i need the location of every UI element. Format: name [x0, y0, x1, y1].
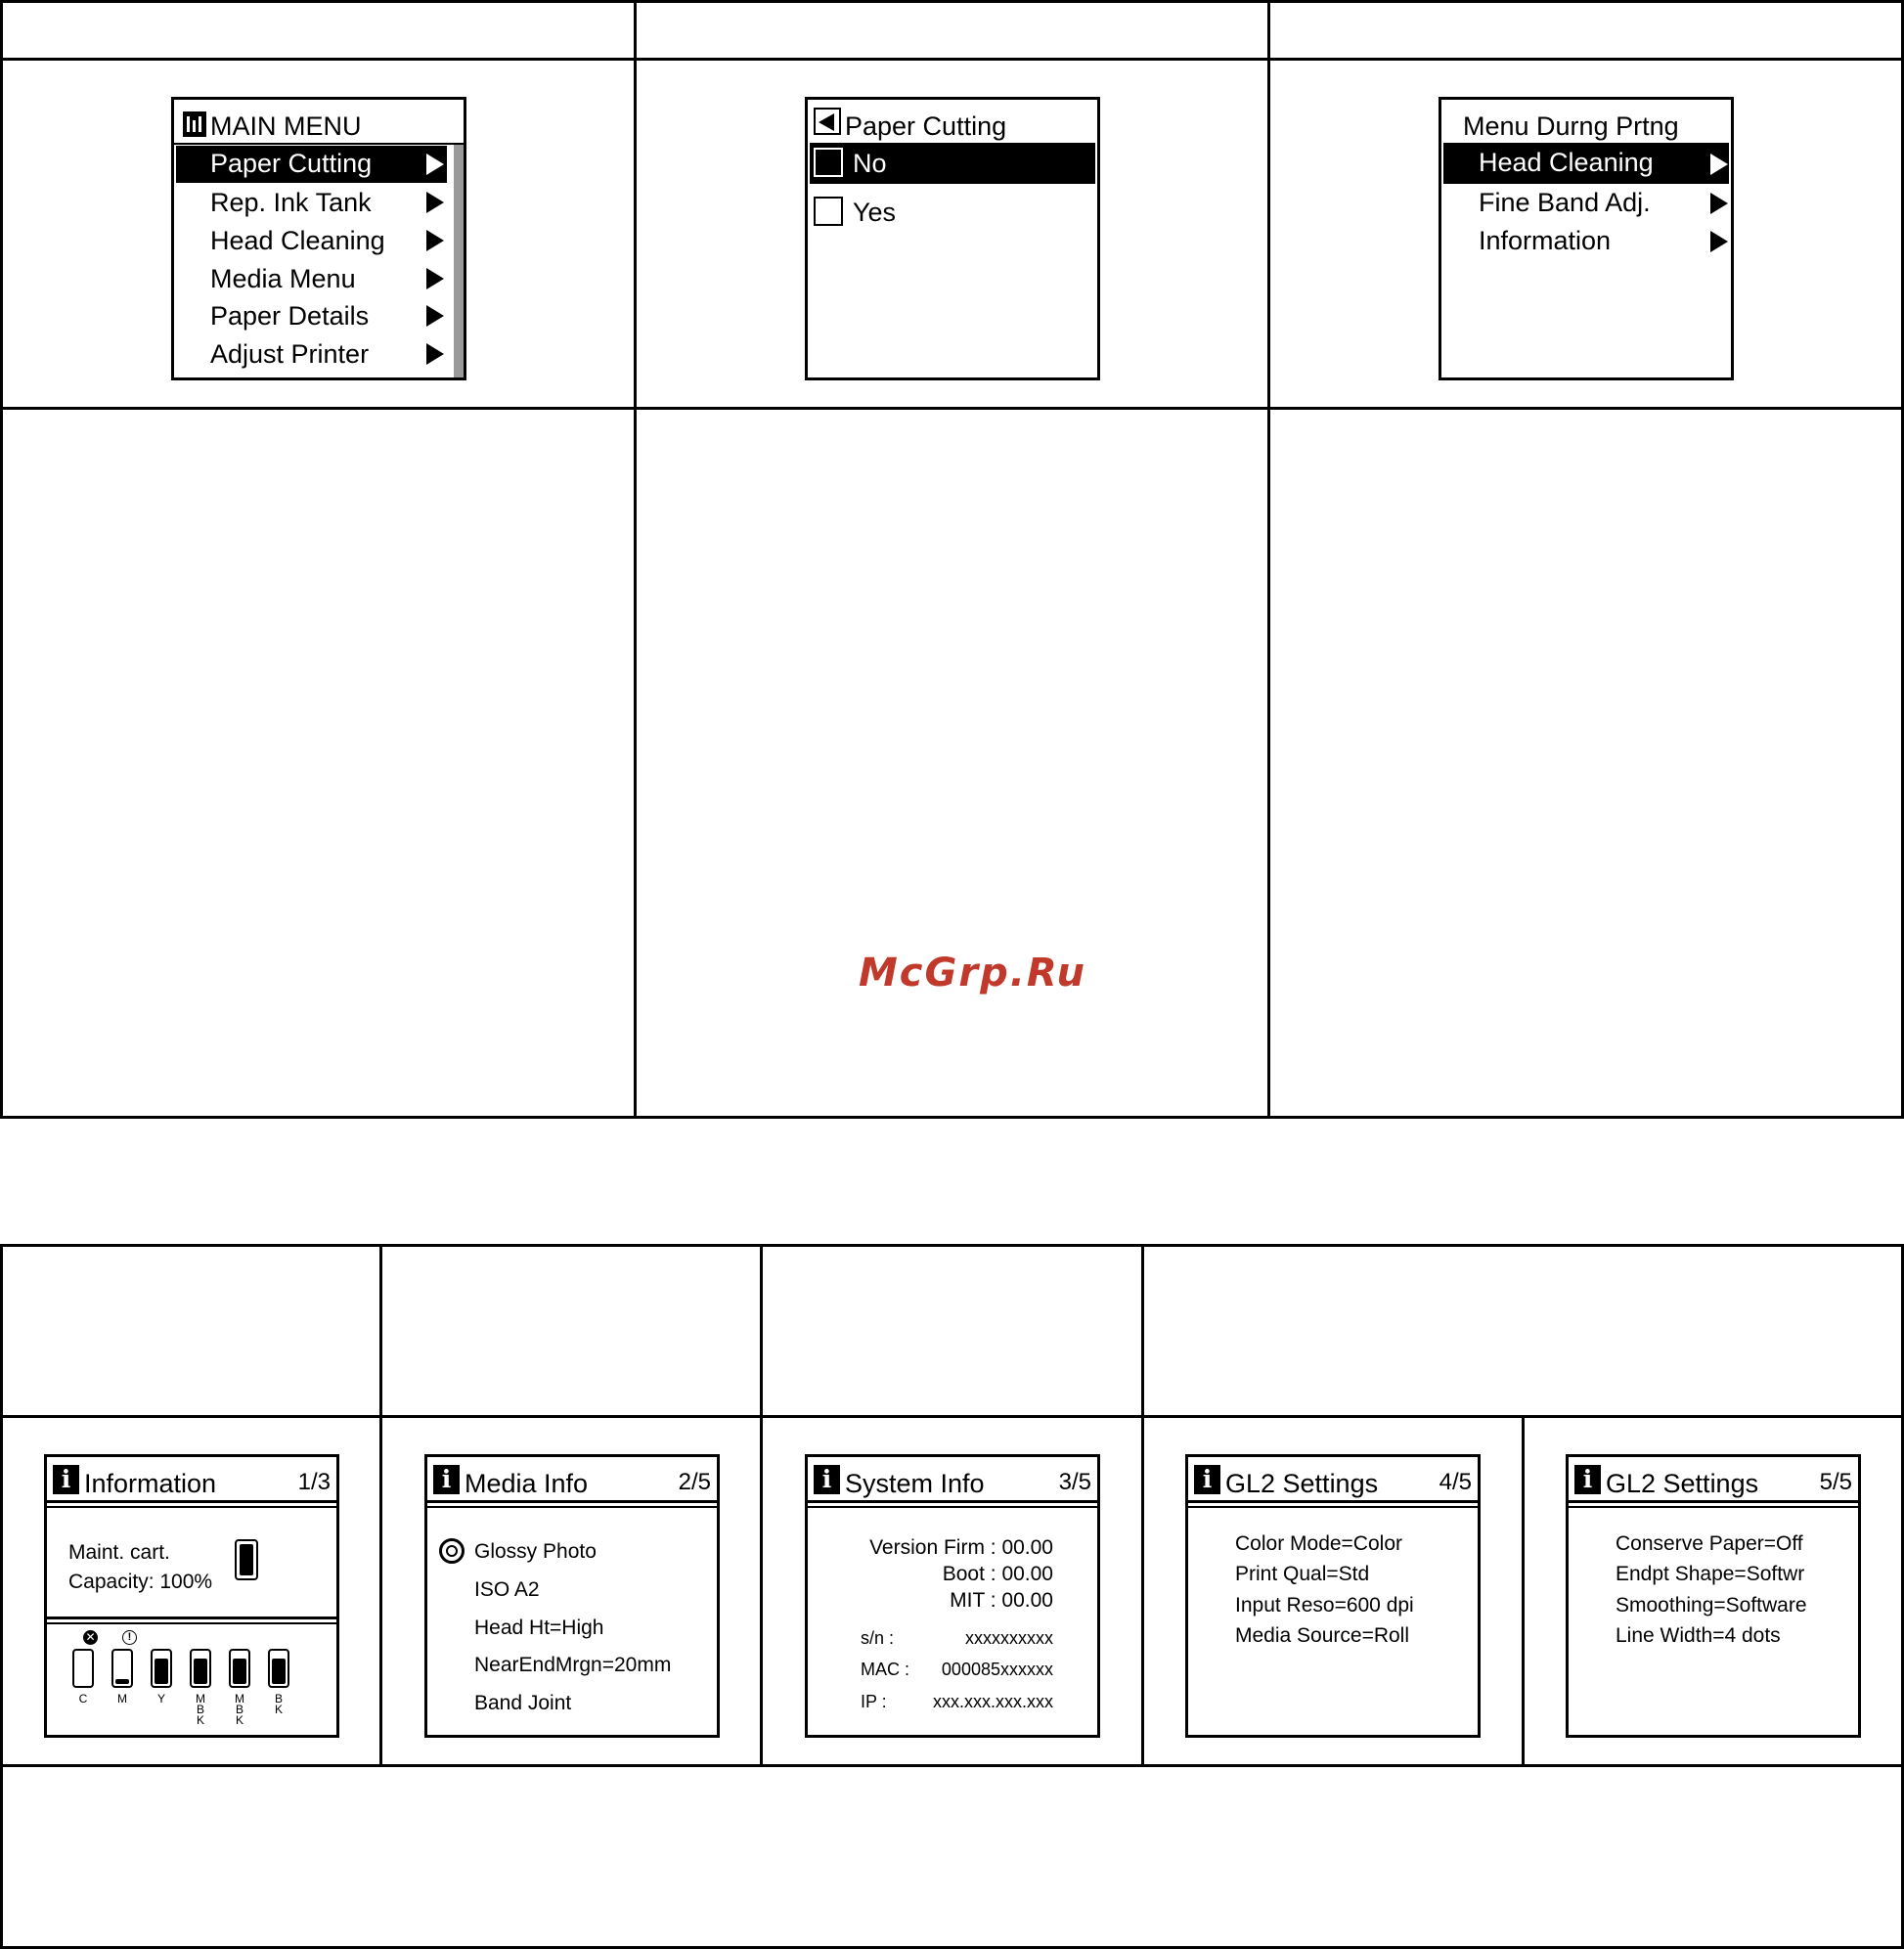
ink-tank-gauge [190, 1649, 211, 1688]
mit-version: MIT : 00.00 [950, 1589, 1053, 1612]
paper-cutting-screen [805, 97, 1100, 380]
menu-during-printing-screen [1439, 97, 1734, 380]
menu-item-head-cleaning[interactable]: Head Cleaning [1479, 148, 1654, 177]
information-title: Information [84, 1469, 217, 1498]
info-icon: i [1194, 1465, 1220, 1494]
submenu-arrow-icon [1710, 231, 1728, 252]
back-arrow-icon[interactable] [814, 108, 841, 135]
boot-version: Boot : 00.00 [942, 1563, 1053, 1585]
ink-tank-gauge [72, 1649, 94, 1688]
ink-color-label: M [117, 1692, 127, 1705]
information-screen [44, 1454, 339, 1738]
ink-color-label: B K [274, 1692, 283, 1716]
roll-media-icon [439, 1538, 465, 1564]
ink-color-label: C [78, 1692, 88, 1705]
option-no[interactable]: No [853, 149, 887, 178]
maintenance-cartridge-icon [235, 1539, 258, 1580]
endpoint-shape: Endpt Shape=Softwr [1616, 1563, 1805, 1585]
print-quality: Print Qual=Std [1235, 1563, 1370, 1585]
menu-during-printing-title: Menu Durng Prtng [1463, 111, 1679, 141]
paper-cutting-title: Paper Cutting [845, 111, 1007, 141]
submenu-arrow-icon [426, 154, 444, 175]
ink-tank-gauge [151, 1649, 172, 1688]
serial-value: xxxxxxxxxx [965, 1628, 1053, 1648]
submenu-arrow-icon [1710, 193, 1728, 214]
media-type: Glossy Photo [474, 1540, 597, 1563]
band-joint: Band Joint [474, 1692, 572, 1714]
color-mode: Color Mode=Color [1235, 1532, 1402, 1555]
ink-level-fill [155, 1659, 168, 1684]
input-resolution: Input Reso=600 dpi [1235, 1594, 1414, 1617]
submenu-arrow-icon [1710, 154, 1728, 175]
serial-label: s/n : [861, 1628, 895, 1648]
ink-tank-gauge [229, 1649, 250, 1688]
ink-level-fill [194, 1659, 207, 1684]
submenu-arrow-icon [426, 192, 444, 213]
page-indicator: 1/3 [297, 1469, 331, 1495]
checkbox-no[interactable] [814, 148, 843, 177]
line-width: Line Width=4 dots [1616, 1624, 1781, 1647]
checkbox-yes[interactable] [814, 197, 843, 226]
printer-icon [183, 111, 206, 137]
watermark-text: McGrp.Ru [859, 951, 1086, 996]
error-icon: ✕ [83, 1630, 98, 1645]
ink-color-label: M B K [235, 1692, 244, 1727]
media-info-screen [424, 1454, 720, 1738]
ip-label: IP : [861, 1692, 887, 1711]
system-info-screen [805, 1454, 1100, 1738]
near-end-margin: NearEndMrgn=20mm [474, 1654, 672, 1676]
ink-level-fill [272, 1659, 286, 1684]
info-icon: i [53, 1465, 79, 1494]
head-height: Head Ht=High [474, 1617, 604, 1639]
menu-item-paper-details[interactable]: Paper Details [210, 301, 370, 331]
option-yes[interactable]: Yes [853, 198, 897, 227]
ink-level-fill [115, 1679, 129, 1684]
page-indicator: 4/5 [1439, 1469, 1472, 1495]
capacity-label: Capacity: 100% [68, 1571, 213, 1593]
main-menu-screen [171, 97, 466, 380]
warning-icon: ! [122, 1630, 137, 1645]
gl2-settings-title: GL2 Settings [1225, 1469, 1379, 1498]
page-indicator: 3/5 [1058, 1469, 1091, 1495]
version-firm: Version Firm : 00.00 [869, 1536, 1053, 1559]
submenu-arrow-icon [426, 268, 444, 289]
maint-cart-label: Maint. cart. [68, 1541, 170, 1564]
mac-value: 000085xxxxxx [941, 1660, 1053, 1679]
media-size: ISO A2 [474, 1578, 540, 1601]
info-icon: i [1574, 1465, 1601, 1494]
menu-item-adjust-printer[interactable]: Adjust Printer [210, 339, 370, 369]
menu-item-fine-band-adj[interactable]: Fine Band Adj. [1479, 188, 1651, 217]
menu-item-head-cleaning[interactable]: Head Cleaning [210, 226, 385, 255]
main-menu-title: MAIN MENU [210, 111, 362, 141]
ink-tank-gauge [268, 1649, 289, 1688]
menu-item-information[interactable]: Information [1479, 226, 1612, 255]
submenu-arrow-icon [426, 343, 444, 365]
ink-color-label: Y [156, 1692, 165, 1705]
ip-value: xxx.xxx.xxx.xxx [932, 1692, 1053, 1711]
page-indicator: 2/5 [678, 1469, 711, 1495]
mac-label: MAC : [861, 1660, 910, 1679]
ink-tank-gauge [111, 1649, 133, 1688]
gl2-settings-screen-5 [1566, 1454, 1861, 1738]
scrollbar-thumb[interactable] [454, 145, 464, 380]
menu-item-media-menu[interactable]: Media Menu [210, 264, 356, 293]
smoothing: Smoothing=Software [1616, 1594, 1807, 1617]
submenu-arrow-icon [426, 305, 444, 327]
menu-item-rep-ink-tank[interactable]: Rep. Ink Tank [210, 188, 372, 217]
system-info-title: System Info [845, 1469, 985, 1498]
info-icon: i [433, 1465, 460, 1494]
gl2-settings-title: GL2 Settings [1606, 1469, 1759, 1498]
ink-level-fill [233, 1659, 246, 1684]
conserve-paper: Conserve Paper=Off [1616, 1532, 1803, 1555]
media-info-title: Media Info [465, 1469, 589, 1498]
menu-item-paper-cutting[interactable]: Paper Cutting [210, 149, 373, 178]
media-source: Media Source=Roll [1235, 1624, 1410, 1647]
info-icon: i [814, 1465, 840, 1494]
ink-color-label: M B K [196, 1692, 205, 1727]
page-indicator: 5/5 [1819, 1469, 1852, 1495]
gl2-settings-screen-4 [1185, 1454, 1481, 1738]
submenu-arrow-icon [426, 230, 444, 251]
